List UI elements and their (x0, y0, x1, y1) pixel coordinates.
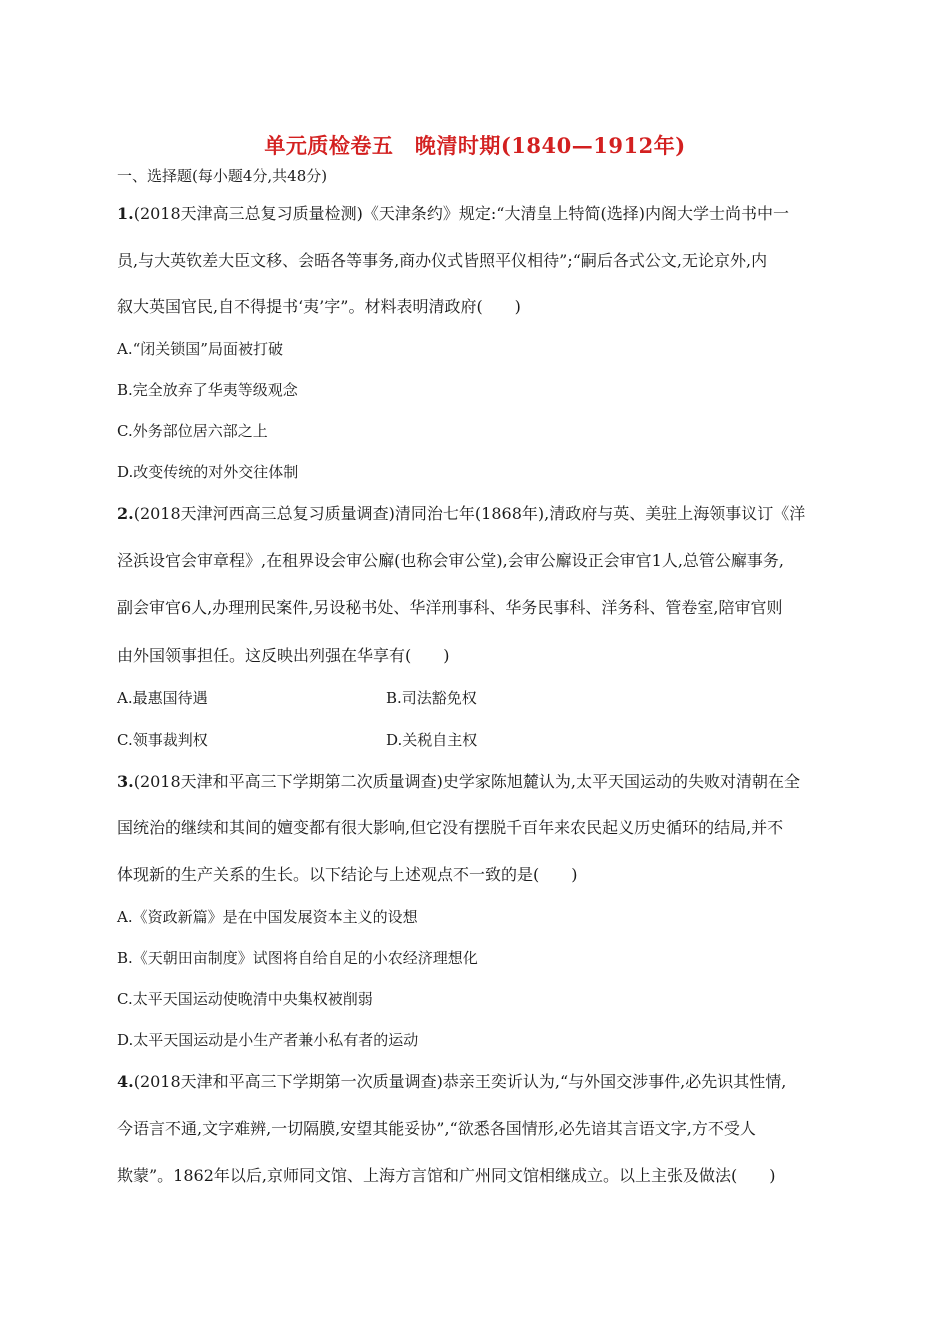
question-2-option-d: D.关税自主权 (386, 731, 478, 749)
section-heading: 一、选择题(每小题4分,共48分) (117, 167, 328, 185)
question-1-line-1: 1.(2018天津高三总复习质量检测)《天津条约》规定:“大清皇上特简(选择)内阁大学士尚书中一 (117, 204, 789, 223)
question-1-option-b: B.完全放弃了华夷等级观念 (117, 381, 298, 399)
question-1-option-c: C.外务部位居六部之上 (117, 422, 268, 440)
page-title: 单元质检卷五 晚清时期(1840—1912年) (264, 133, 686, 158)
question-3-option-d: D.太平天国运动是小生产者兼小私有者的运动 (117, 1031, 419, 1049)
question-1-option-a: A.“闭关锁国”局面被打破 (117, 340, 283, 358)
question-3-option-c: C.太平天国运动使晚清中央集权被削弱 (117, 990, 373, 1008)
question-3-line-3: 体现新的生产关系的生长。以下结论与上述观点不一致的是( ) (117, 865, 578, 884)
question-number: 3. (117, 772, 134, 791)
question-2-line-2: 泾浜设官会审章程》,在租界设会审公廨(也称会审公堂),会审公廨设正会审官1人,总管公廨事务, (117, 551, 785, 570)
question-3-line-2: 国统治的继续和其间的嬗变都有很大影响,但它没有摆脱千百年来农民起义历史循环的结局,并不 (117, 818, 784, 837)
question-3-option-a: A.《资政新篇》是在中国发展资本主义的设想 (117, 908, 418, 926)
question-2-line-1: 2.(2018天津河西高三总复习质量调查)清同治七年(1868年),清政府与英、美驻上海领事议订《洋 (117, 504, 806, 523)
question-number: 2. (117, 504, 134, 523)
question-2-option-a: A.最惠国待遇 (117, 689, 208, 707)
question-4-line-3: 欺蒙”。1862年以后,京师同文馆、上海方言馆和广州同文馆相继成立。以上主张及做法( ) (117, 1166, 776, 1185)
question-1-line-3: 叙大英国官民,自不得提书‘夷’字”。材料表明清政府( ) (117, 297, 521, 316)
question-2-line-4: 由外国领事担任。这反映出列强在华享有( ) (117, 646, 450, 665)
question-number: 1. (117, 204, 134, 223)
question-2-option-c: C.领事裁判权 (117, 731, 208, 749)
question-1-option-d: D.改变传统的对外交往体制 (117, 463, 299, 481)
question-2-option-b: B.司法豁免权 (386, 689, 477, 707)
question-4-line-2: 今语言不通,文字难辨,一切隔膜,安望其能妥协”,“欲悉各国情形,必先谙其言语文字,方不受人 (117, 1119, 756, 1138)
question-2-line-3: 副会审官6人,办理刑民案件,另设秘书处、华洋刑事科、华务民事科、洋务科、管卷室,陪审官则 (117, 598, 783, 617)
question-3-option-b: B.《天朝田亩制度》试图将自给自足的小农经济理想化 (117, 949, 478, 967)
question-1-line-2: 员,与大英钦差大臣文移、会晤各等事务,商办仪式皆照平仪相待”;“嗣后各式公文,无论京外,内 (117, 251, 768, 270)
question-3-line-1: 3.(2018天津和平高三下学期第二次质量调查)史学家陈旭麓认为,太平天国运动的失败对清朝在全 (117, 772, 800, 791)
question-4-line-1: 4.(2018天津和平高三下学期第一次质量调查)恭亲王奕䜣认为,“与外国交涉事件,必先识其性情, (117, 1072, 787, 1091)
question-number: 4. (117, 1072, 134, 1091)
